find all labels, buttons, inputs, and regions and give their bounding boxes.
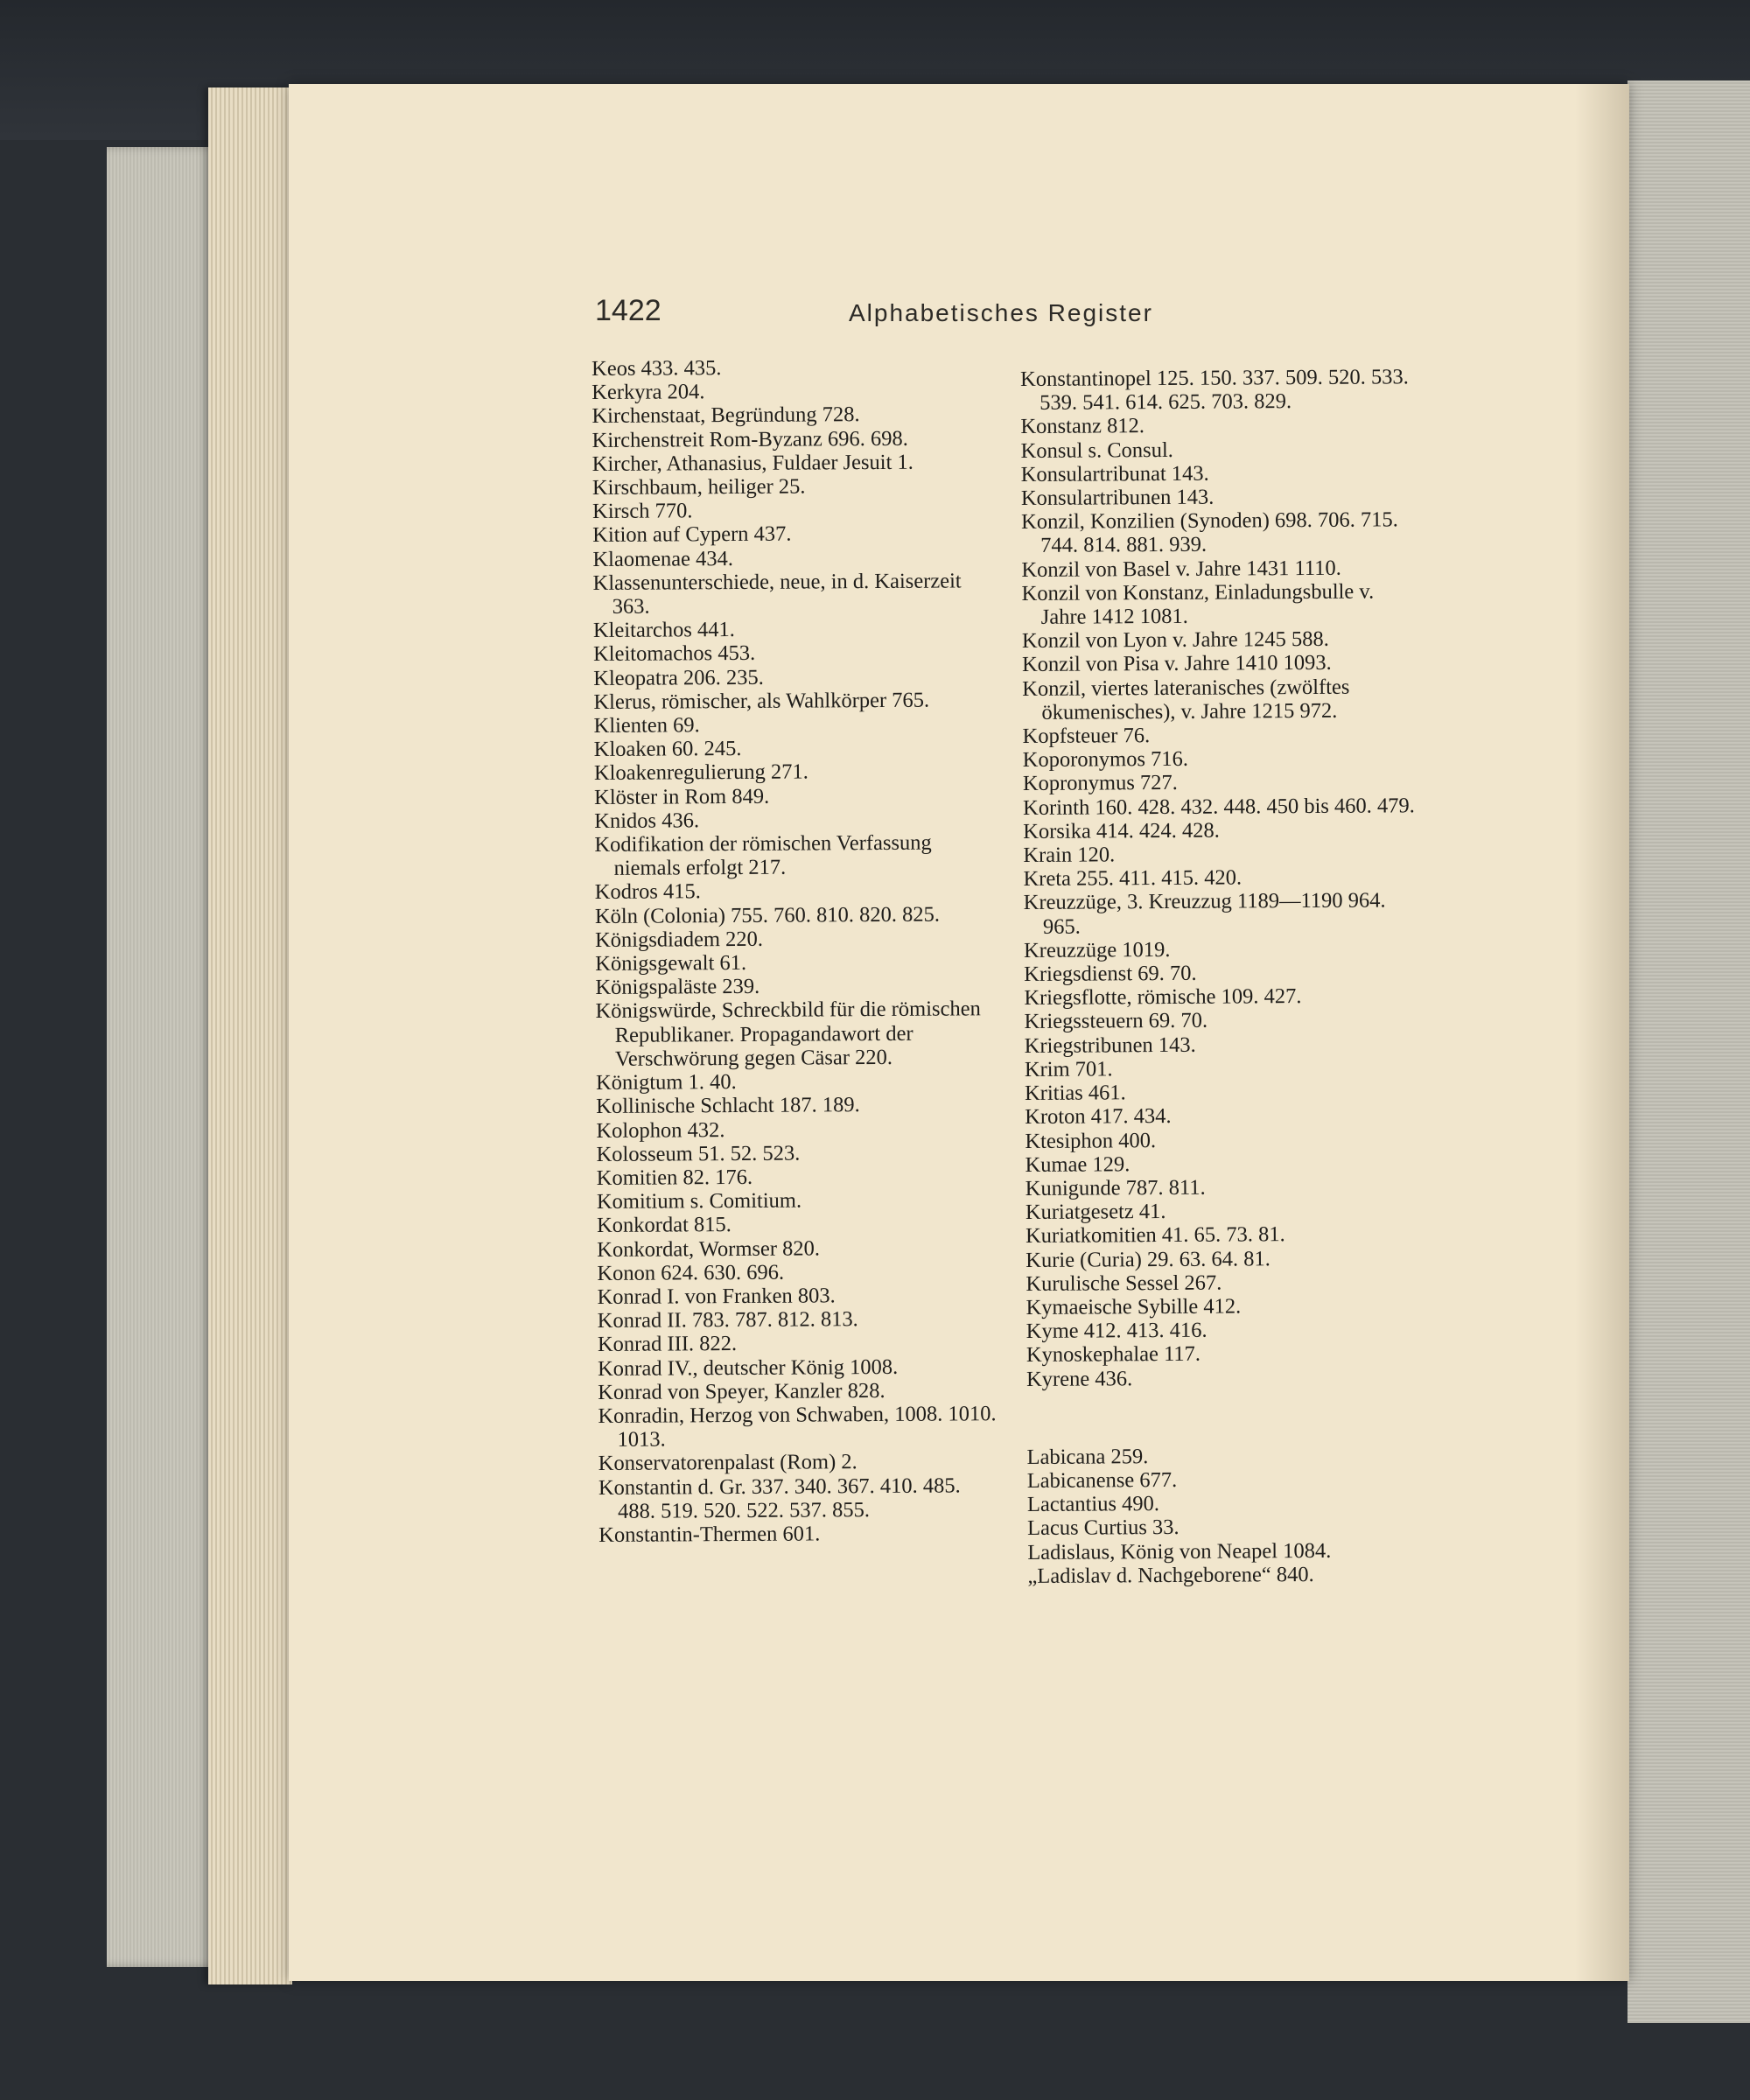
index-entry: Königtum 1. 40. xyxy=(595,1070,737,1096)
index-entry: Konzil von Konstanz, Einladungsbulle v. Jahre 1412 1081. xyxy=(1021,579,1375,629)
index-entry: Lacus Curtius 33. xyxy=(1027,1516,1180,1541)
index-entry: Konzil von Basel v. Jahre 1431 1110. xyxy=(1021,556,1341,582)
index-entry: Kerkyra 204. xyxy=(592,380,705,405)
index-entry: Kriegsdienst 69. 70. xyxy=(1024,961,1197,987)
index-entry: Kriegssteuern 69. 70. xyxy=(1024,1009,1208,1034)
index-entry: Konrad III. 822. xyxy=(597,1332,738,1357)
index-entry: Klaomenae 434. xyxy=(592,546,734,571)
index-entry: Konstantin d. Gr. 337. 340. 367. 410. 485. 488. 519. 520. 522. 537. 855. xyxy=(598,1473,961,1523)
index-entry: Kleopatra 206. 235. xyxy=(593,665,764,690)
index-entry: Kritias 461. xyxy=(1024,1081,1126,1106)
index-entry: Königswürde, Schreckbild für die römischen Republikaner. Propagandawort der Verschwörung gegen Cäsar 220. xyxy=(595,997,981,1071)
index-entry: Kirchenstaat, Begründung 728. xyxy=(592,402,860,429)
index-entry: Keos 433. 435. xyxy=(592,356,722,381)
index-entry: Kopronymus 727. xyxy=(1022,771,1178,796)
index-section-k xyxy=(1020,365,1429,1391)
index-entry: Kolophon 432. xyxy=(596,1117,725,1143)
index-entry: Kroton 417. 434. xyxy=(1025,1104,1172,1130)
index-entry: Kuriatgesetz 41. xyxy=(1025,1200,1166,1225)
index-entry: Königsgewalt 61. xyxy=(595,951,747,976)
index-entry: Kirschbaum, heiliger 25. xyxy=(592,474,806,500)
index-entry: Klassenunterschiede, neue, in d. Kaiserzeit 363. xyxy=(592,569,962,619)
page-header xyxy=(0,294,1750,346)
index-entry: Kurie (Curia) 29. 63. 64. 81. xyxy=(1026,1246,1270,1272)
index-entry: Konsulartribunen 143. xyxy=(1020,485,1214,511)
index-entry: Konservatorenpalast (Rom) 2. xyxy=(598,1450,858,1476)
index-entry: Kolosseum 51. 52. 523. xyxy=(596,1141,801,1166)
index-entry: Krim 701. xyxy=(1024,1057,1113,1082)
index-entry: Kreta 255. 411. 415. 420. xyxy=(1023,865,1242,892)
index-entry: Konsul s. Consul. xyxy=(1020,438,1173,463)
index-entry: Konzil, Konzilien (Synoden) 698. 706. 715. 744. 814. 881. 939. xyxy=(1020,508,1398,558)
index-entry: Kyme 412. 413. 416. xyxy=(1026,1318,1208,1344)
index-entry: Knidos 436. xyxy=(594,808,700,833)
index-entry: Klienten 69. xyxy=(593,713,700,738)
index-entry: Lactantius 490. xyxy=(1026,1492,1160,1517)
index-entry: Kuriatkomitien 41. 65. 73. 81. xyxy=(1025,1222,1285,1249)
gutter-shadow xyxy=(1575,84,1629,1981)
index-entry: Ktesiphon 400. xyxy=(1025,1128,1157,1153)
index-entry: Krain 120. xyxy=(1023,843,1116,868)
index-entry: Kreuzzüge 1019. xyxy=(1023,937,1171,962)
index-entry: Konstantin-Thermen 601. xyxy=(598,1522,821,1547)
index-entry: Konon 624. 630. 696. xyxy=(597,1260,785,1285)
index-entry: Konrad von Speyer, Kanzler 828. xyxy=(598,1378,886,1404)
index-entry: Konsulartribunat 143. xyxy=(1020,461,1209,486)
index-entry: Klöster in Rom 849. xyxy=(593,784,770,809)
index-entry: Konzil von Lyon v. Jahre 1245 588. xyxy=(1021,627,1329,654)
index-entry: Kriegsflotte, römische 109. 427. xyxy=(1024,984,1302,1011)
index-entry: Königsdiadem 220. xyxy=(594,927,764,952)
index-entry: Köln (Colonia) 755. 760. 810. 820. 825. xyxy=(594,902,941,928)
index-entry: Kopfsteuer 76. xyxy=(1022,724,1151,749)
index-entry: Konzil, viertes lateranisches (zwölftes ökumenisches), v. Jahre 1215 972. xyxy=(1022,675,1350,724)
index-entry: Konstantinopel 125. 150. 337. 509. 520. 533. 539. 541. 614. 625. 703. 829. xyxy=(1020,365,1409,416)
index-column-right xyxy=(1020,365,1431,1588)
index-entry: Komitium s. Comitium. xyxy=(596,1188,802,1214)
index-entry: Konzil von Pisa v. Jahre 1410 1093. xyxy=(1021,651,1332,677)
index-entry: Kunigunde 787. 811. xyxy=(1025,1175,1206,1200)
index-entry: Konstanz 812. xyxy=(1020,414,1145,439)
index-entry: Konrad II. 783. 787. 812. 813. xyxy=(597,1307,858,1334)
index-entry: Kition auf Cypern 437. xyxy=(592,522,792,548)
index-entry: Korinth 160. 428. 432. 448. 450 bis 460. 479. xyxy=(1022,793,1415,820)
index-entry: Konkordat, Wormser 820. xyxy=(597,1236,821,1262)
section-gap xyxy=(1026,1389,1429,1446)
running-head: Alphabetisches Register xyxy=(849,299,1153,326)
book-cover-right xyxy=(1628,80,1750,2023)
index-entry: Kirsch 770. xyxy=(592,499,693,524)
index-entry: Kyrene 436. xyxy=(1026,1366,1133,1391)
index-entry: Ladislaus, König von Neapel 1084. xyxy=(1027,1538,1332,1564)
index-entry: „Ladislav d. Nachgeborene“ 840. xyxy=(1027,1562,1314,1588)
index-entry: Kodros 415. xyxy=(594,879,701,905)
index-entry: Kriegstribunen 143. xyxy=(1024,1032,1196,1058)
index-entry: Kollinische Schlacht 187. 189. xyxy=(596,1093,860,1119)
index-entry: Kircher, Athanasius, Fuldaer Jesuit 1. xyxy=(592,450,914,476)
index-entry: Komitien 82. 176. xyxy=(596,1165,753,1190)
index-column-left xyxy=(592,354,1001,1547)
index-entry: Konradin, Herzog von Schwaben, 1008. 1010. 1013. xyxy=(598,1402,997,1452)
index-entry: Korsika 414. 424. 428. xyxy=(1023,818,1220,844)
index-entry: Kumae 129. xyxy=(1025,1152,1130,1177)
index-entry: Kleitomachos 453. xyxy=(592,641,756,667)
page-edges xyxy=(208,88,292,1984)
index-entry: Klerus, römischer, als Wahlkörper 765. xyxy=(593,688,930,714)
index-entry: Kleitarchos 441. xyxy=(592,618,735,643)
index-entry: Kynoskephalae 117. xyxy=(1026,1342,1201,1368)
index-entry: Labicanense 677. xyxy=(1026,1467,1178,1493)
index-entry: Labicana 259. xyxy=(1026,1444,1149,1469)
index-entry: Kloakenregulierung 271. xyxy=(593,760,808,786)
index-section-l xyxy=(1027,1443,1431,1588)
index-entry: Kirchenstreit Rom-Byzanz 696. 698. xyxy=(592,426,908,452)
index-entry: Kymaeische Sybille 412. xyxy=(1026,1294,1242,1320)
index-entry: Konkordat 815. xyxy=(596,1213,732,1238)
index-entry: Konrad IV., deutscher König 1008. xyxy=(597,1354,899,1381)
index-entry: Kurulische Sessel 267. xyxy=(1026,1270,1222,1296)
index-entry: Kloaken 60. 245. xyxy=(593,737,742,762)
index-entry: Koporonymos 716. xyxy=(1022,747,1189,773)
index-entry: Königspaläste 239. xyxy=(595,975,760,1000)
index-entry: Kreuzzüge, 3. Kreuzzug 1189—1190 964. 965. xyxy=(1023,888,1386,939)
index-entry: Kodifikation der römischen Verfassung niemals erfolgt 217. xyxy=(594,830,932,881)
page-number: 1422 xyxy=(595,294,662,327)
index-entry: Konrad I. von Franken 803. xyxy=(597,1284,836,1309)
